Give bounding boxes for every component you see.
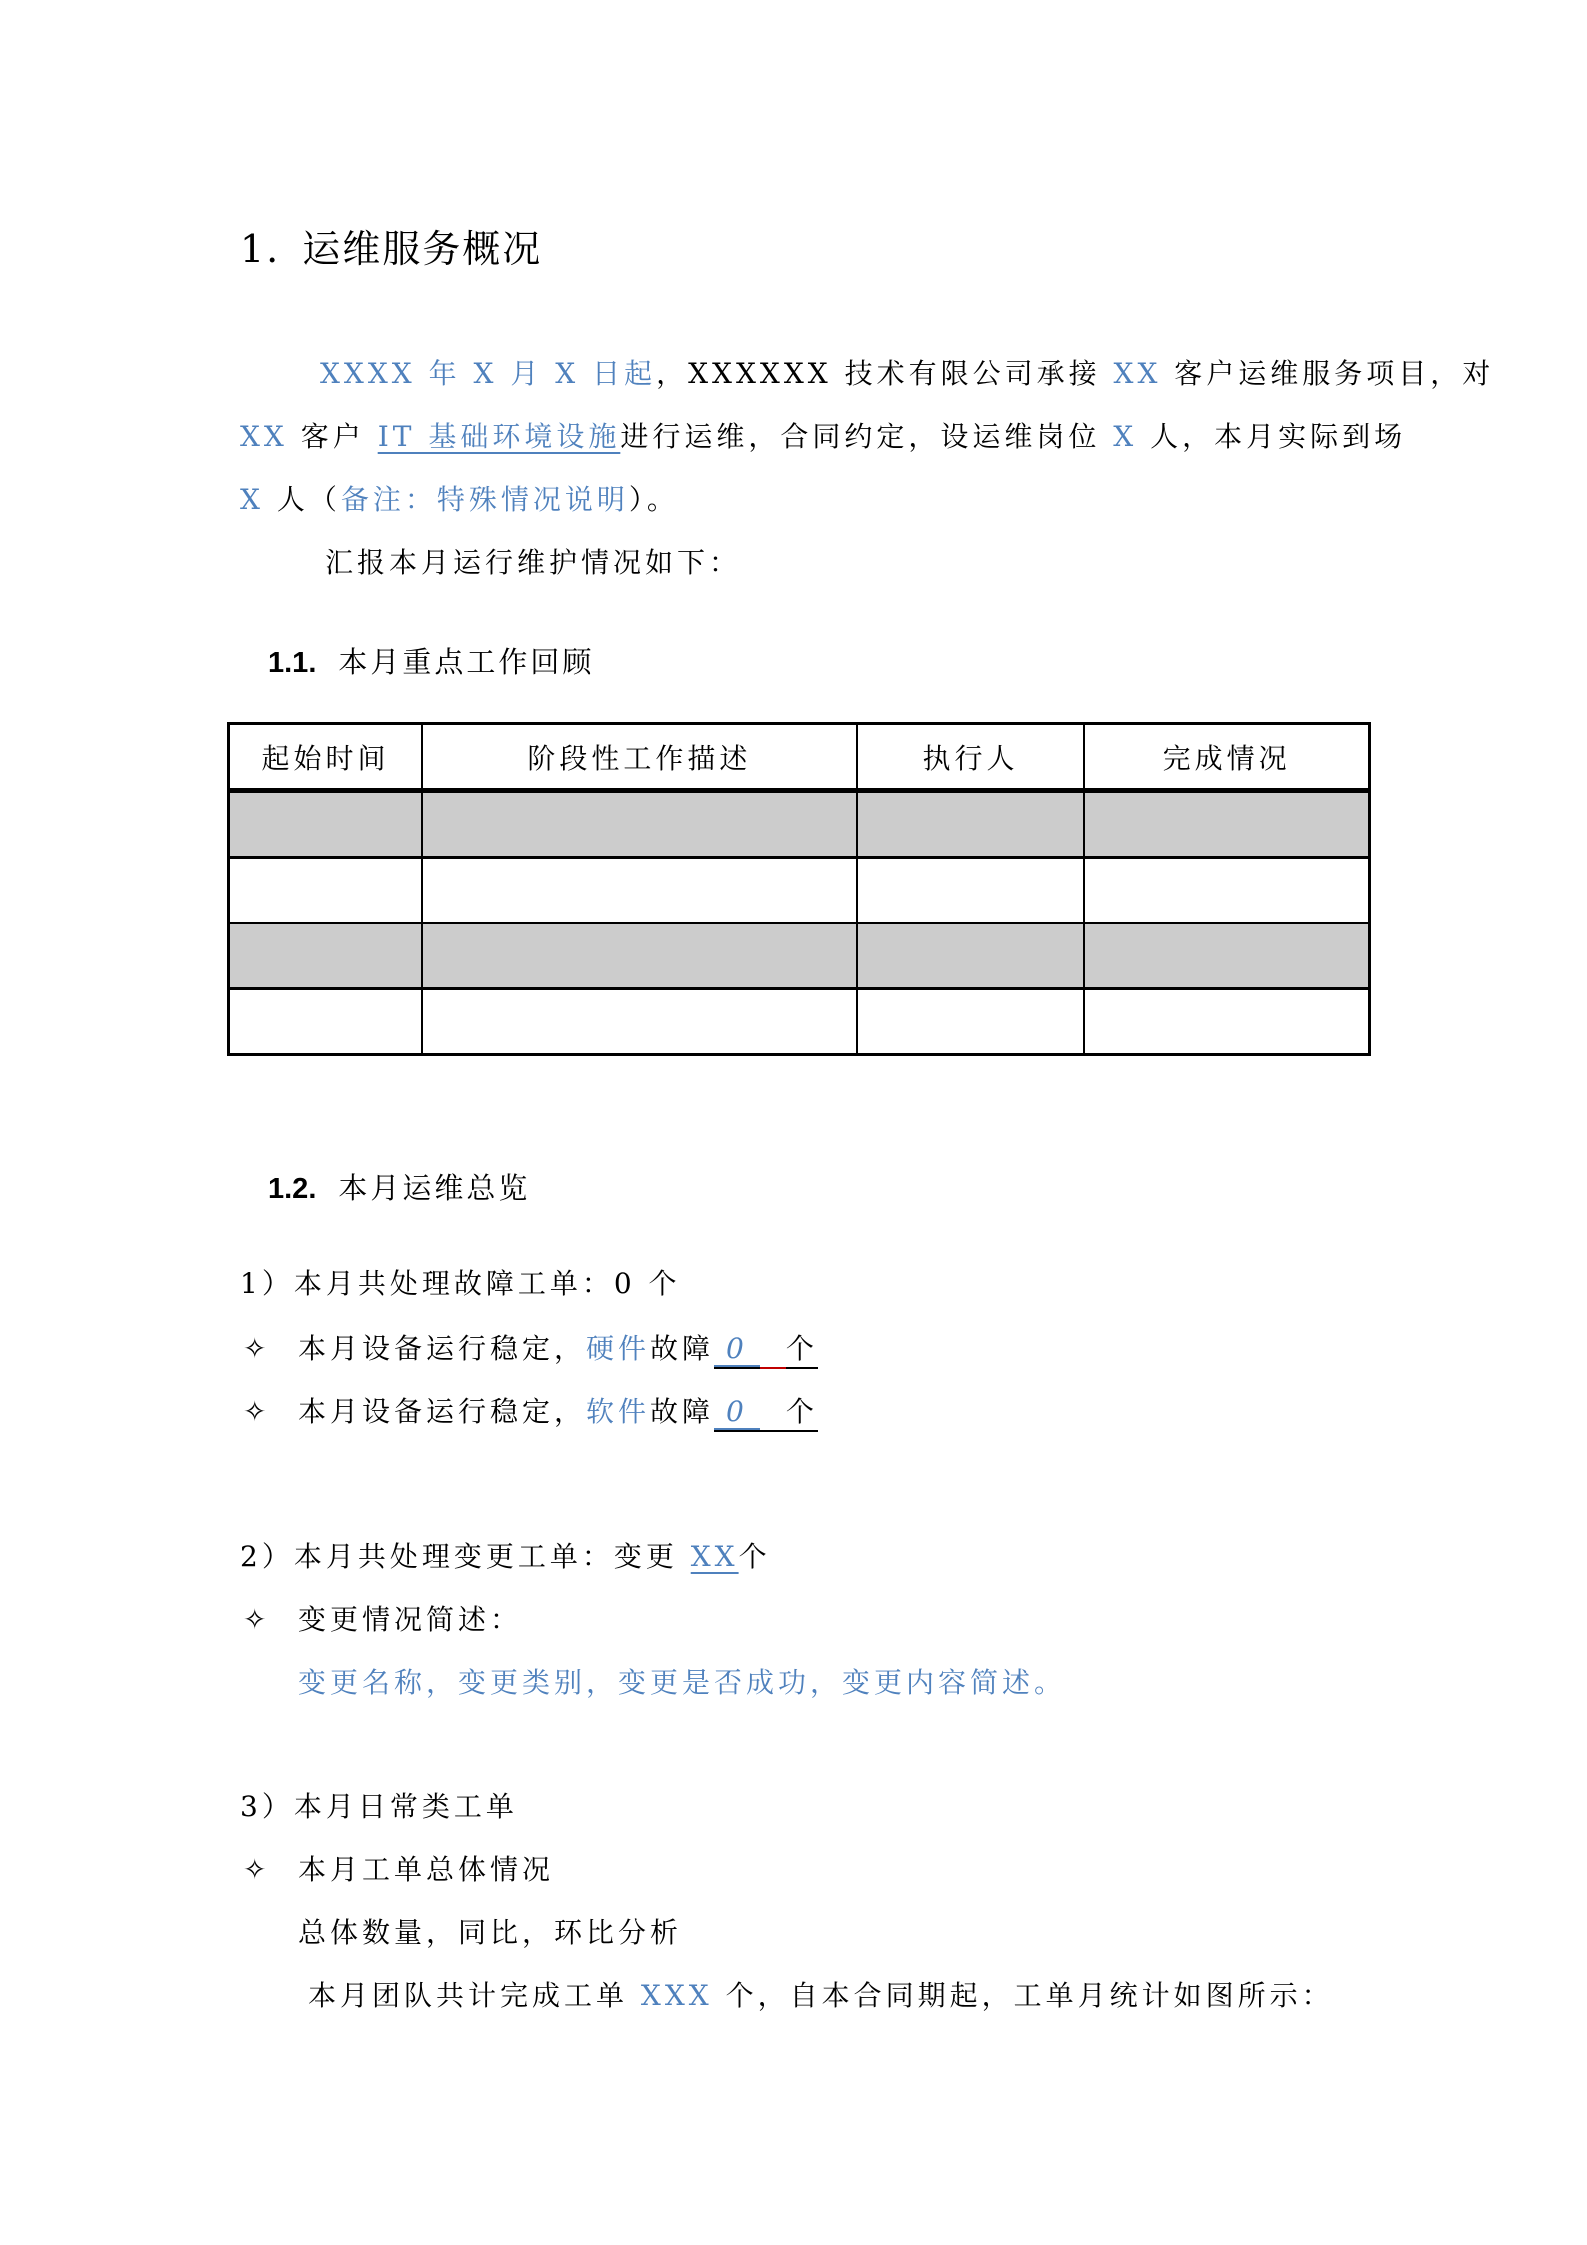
table-cell[interactable]: [422, 791, 857, 858]
bullet-text: 故障: [650, 1332, 715, 1365]
diamond-bullet-icon: ✧: [243, 1603, 271, 1636]
section-number: 1.2.: [268, 1173, 317, 1205]
unit: 个: [785, 1395, 818, 1428]
section-heading-1-1: [268, 640, 594, 681]
table-cell[interactable]: [1084, 791, 1369, 858]
ticket-count-placeholder: XXX: [640, 1979, 713, 2012]
table-row: [229, 791, 1370, 858]
red-underline: [760, 1366, 786, 1369]
table-cell[interactable]: [857, 989, 1084, 1055]
bullet-text: 本月设备运行稳定，: [298, 1395, 587, 1428]
software-fault-bullet: [243, 1390, 818, 1432]
section-heading-1: [240, 218, 542, 273]
table-cell[interactable]: [229, 858, 423, 924]
intro-line-3: [240, 478, 679, 518]
summary-text: 个，自本合同期起，工单月统计如图所示：: [712, 1979, 1334, 2012]
table-row: [229, 923, 1370, 989]
table-cell[interactable]: [229, 923, 423, 989]
table-cell[interactable]: [1084, 989, 1369, 1055]
intro-text: ）。: [628, 483, 679, 516]
table-row: [229, 858, 1370, 924]
table-cell[interactable]: [422, 923, 857, 989]
intro-line-2: [240, 415, 1406, 455]
intro-line-1: [320, 352, 1494, 392]
diamond-bullet-icon: ✧: [243, 1395, 271, 1428]
section-title: 运维服务概况: [302, 227, 543, 271]
change-detail-placeholder: 变更名称，变更类别，变更是否成功，变更内容简述。: [298, 1666, 1067, 1699]
section-title: 本月重点工作回顾: [338, 645, 595, 679]
fault-count: 0: [714, 1332, 760, 1367]
ticket-overview-bullet: [243, 1848, 554, 1888]
staff-planned-placeholder: X: [1113, 420, 1138, 453]
change-count: XX: [690, 1540, 739, 1573]
ticket-summary-line: [308, 1974, 1334, 2014]
section-number: 1.1.: [268, 647, 317, 679]
col-header-start-time: 起始时间: [229, 724, 423, 791]
change-ticket-heading: [240, 1535, 771, 1575]
staff-actual-placeholder: X: [240, 483, 264, 516]
intro-text: 客户: [287, 420, 378, 453]
fault-count-field[interactable]: [714, 1327, 818, 1369]
unit: 个: [785, 1332, 818, 1365]
bullet-text: 故障: [650, 1395, 715, 1428]
intro-text: 客户运维服务项目，对: [1161, 357, 1495, 390]
intro-text: 人，本月实际到场: [1137, 420, 1407, 453]
fault-ticket-heading: 1）本月共处理故障工单：0 个: [240, 1267, 681, 1300]
section-heading-1-2: [268, 1166, 530, 1207]
daily-ticket-heading: 3）本月日常类工单: [240, 1790, 518, 1823]
table-cell[interactable]: [1084, 858, 1369, 924]
remark-placeholder: 备注：特殊情况说明: [340, 483, 629, 516]
table-cell[interactable]: [857, 858, 1084, 924]
table-header-row: [229, 724, 1370, 791]
diamond-bullet-icon: ✧: [243, 1332, 271, 1365]
fault-count: 0: [714, 1395, 760, 1430]
table-cell[interactable]: [857, 791, 1084, 858]
col-header-executor: 执行人: [857, 724, 1084, 791]
unit: 个: [738, 1540, 771, 1573]
table-cell[interactable]: [1084, 923, 1369, 989]
section-number: 1.: [240, 227, 281, 271]
overview-subtext: 总体数量，同比，环比分析: [298, 1916, 683, 1949]
fault-count-field[interactable]: [714, 1390, 818, 1432]
report-line: 汇报本月运行维护情况如下：: [325, 546, 742, 579]
work-review-table: [227, 722, 1371, 1056]
intro-text: 进行运维，合同约定，设运维岗位: [620, 420, 1114, 453]
bullet-text: 本月设备运行稳定，: [298, 1332, 587, 1365]
fault-type: 硬件: [586, 1332, 651, 1365]
date-placeholder: XXXX 年 X 月 X 日起: [320, 357, 657, 390]
summary-text: 本月团队共计完成工单: [308, 1979, 641, 2012]
table-cell[interactable]: [229, 989, 423, 1055]
table-cell[interactable]: [422, 989, 857, 1055]
bullet-text: 变更情况简述：: [298, 1603, 523, 1636]
col-header-description: 阶段性工作描述: [422, 724, 857, 791]
change-summary-bullet: [243, 1598, 522, 1638]
table-cell[interactable]: [422, 858, 857, 924]
col-header-status: 完成情况: [1084, 724, 1369, 791]
bullet-text: 本月工单总体情况: [298, 1853, 555, 1886]
client-placeholder: XX: [240, 420, 288, 453]
hardware-fault-bullet: [243, 1327, 818, 1369]
section-title: 本月运维总览: [338, 1171, 531, 1205]
intro-text: 人（: [263, 483, 341, 516]
table-row: [229, 989, 1370, 1055]
table-cell[interactable]: [857, 923, 1084, 989]
table-cell[interactable]: [229, 791, 423, 858]
diamond-bullet-icon: ✧: [243, 1853, 271, 1886]
client-placeholder: XX: [1113, 357, 1162, 390]
scope-link[interactable]: IT 基础环境设施: [377, 420, 621, 453]
heading-text: 2）本月共处理变更工单：变更: [240, 1540, 691, 1573]
fault-type: 软件: [586, 1395, 651, 1428]
intro-text: ，XXXXXX 技术有限公司承接: [656, 357, 1114, 390]
